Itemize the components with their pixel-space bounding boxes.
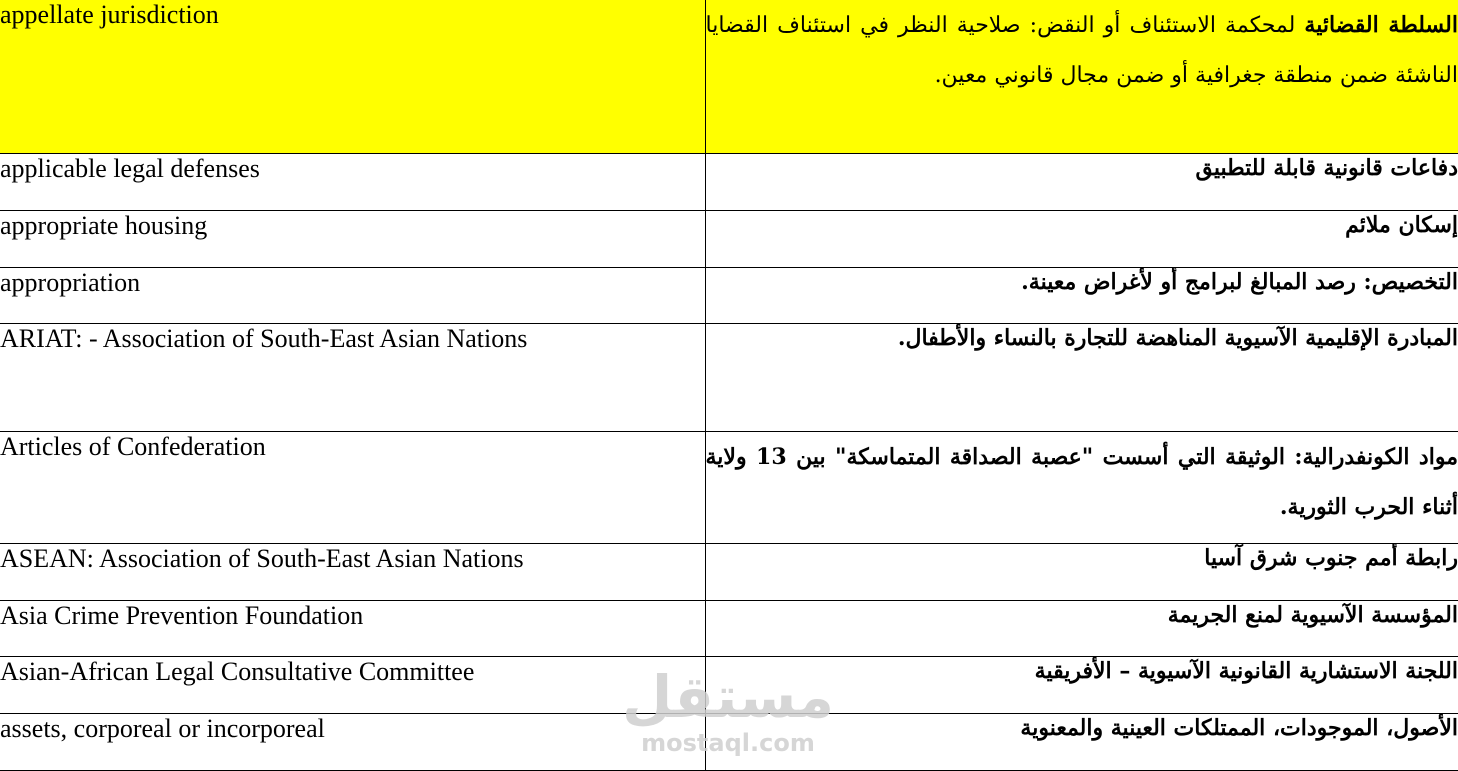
- watermark-url: mostaql.com: [641, 729, 815, 757]
- table-row: [0, 431, 1458, 543]
- table-row: [0, 153, 1458, 210]
- arabic-definition: اللجنة الاستشارية القانونية الآسيوية – الأفريقية: [705, 656, 1458, 713]
- table-row: [0, 600, 1458, 656]
- arabic-definition: المؤسسة الآسيوية لمنع الجريمة: [705, 600, 1458, 656]
- table-row: [0, 543, 1458, 600]
- arabic-definition: [705, 0, 1458, 153]
- english-term: appellate jurisdiction: [0, 0, 705, 153]
- arabic-definition: مواد الكونفدرالية: الوثيقة التي أسست "عصبة الصداقة المتماسكة" بين 13 ولاية أثناء الحرب الثورية.: [705, 431, 1458, 543]
- arabic-definition-lead: السلطة القضائية: [1304, 12, 1458, 38]
- english-term: ASEAN: Association of South-East Asian Nations: [0, 543, 705, 600]
- arabic-definition: التخصيص: رصد المبالغ لبرامج أو لأغراض معينة.: [705, 267, 1458, 323]
- table-row: [0, 323, 1458, 431]
- arabic-definition: الأصول، الموجودات، الممتلكات العينية والمعنوية: [705, 713, 1458, 770]
- arabic-definition: دفاعات قانونية قابلة للتطبيق: [705, 153, 1458, 210]
- arabic-definition-rest: لمحكمة الاستئناف أو النقض: صلاحية النظر في استئناف القضايا الناشئة ضمن منطقة جغرافية أو ضمن مجال قانوني معين.: [705, 13, 1458, 88]
- table-row: [0, 210, 1458, 267]
- table-row: [0, 0, 1458, 153]
- english-term: Asia Crime Prevention Foundation: [0, 600, 705, 656]
- arabic-definition: المبادرة الإقليمية الآسيوية المناهضة للتجارة بالنساء والأطفال.: [705, 323, 1458, 431]
- arabic-definition: رابطة أمم جنوب شرق آسيا: [705, 543, 1458, 600]
- table-row: [0, 656, 1458, 713]
- english-term: appropriate housing: [0, 210, 705, 267]
- english-term: ARIAT: - Association of South-East Asian Nations: [0, 323, 705, 431]
- table-row: [0, 713, 1458, 770]
- english-term: appropriation: [0, 267, 705, 323]
- english-term: assets, corporeal or incorporeal: [0, 713, 705, 770]
- english-term: applicable legal defenses: [0, 153, 705, 210]
- english-term: Asian-African Legal Consultative Committee: [0, 656, 705, 713]
- arabic-definition: إسكان ملائم: [705, 210, 1458, 267]
- table-row: [0, 267, 1458, 323]
- watermark-logo: مستقل: [621, 663, 835, 731]
- english-term: Articles of Confederation: [0, 431, 705, 543]
